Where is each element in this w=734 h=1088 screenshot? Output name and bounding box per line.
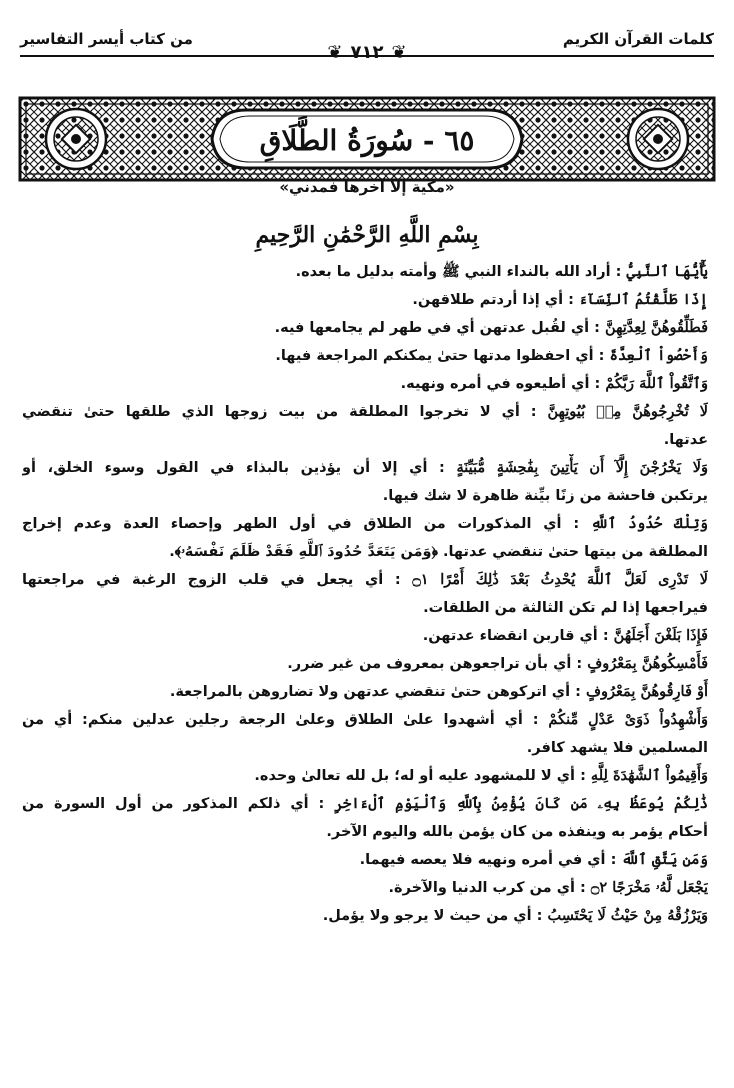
banner-medallion-right [628,109,688,169]
explanation-text: : أي يجعل في قلب الزوج الرغبة في مراجعتها [22,572,413,588]
explanation-text: : أي أشهدوا علىٰ الطلاق وعلىٰ الرجعة رجلين عدلين منكم: أي من [22,712,549,728]
surah-subtitle: «مكية إلا آخرها فمدني» [279,178,455,196]
book-title: كلمات القرآن الكريم [562,30,714,48]
explanation-text: : أراد الله بالنداء النبي ﷺ وأمته بدليل ما بعده. [295,264,627,280]
glossary-entry [22,398,708,426]
quran-phrase: وَيَرْزُقْهُ مِنْ حَيْثُ لَا يَحْتَسِبُ [547,907,708,924]
banner-medallion-left [46,109,106,169]
entry-continuation [22,482,708,510]
explanation-text: المسلمين فلا يشهد كافر. [526,740,708,756]
surah-banner [18,96,716,182]
glossary-entry [22,846,708,874]
ornament-icon: ❦ [327,42,343,63]
explanation-text: يرتكبن فاحشة من زنًا بيِّنة ظاهرة لا شك فيها. [382,488,708,504]
glossary-entry [22,510,708,538]
explanation-text: : أي في أمره ونهيه فلا يعصه فيهما. [359,852,622,868]
glossary-entry [22,790,708,818]
explanation-text: : أي ذلكم المذكور من أول السورة من [22,796,335,812]
glossary-entry [22,454,708,482]
entry-continuation [22,426,708,454]
quran-phrase: وَلَا يَخْرُجْنَ إِلَّآ أَن يَأْتِينَ بِفَٰحِشَةٍ مُّبَيِّنَةٍ [456,459,708,476]
quran-phrase: وَأَحْصُواْ ٱلْعِدَّةَ [609,347,708,364]
glossary-entry [22,762,708,790]
quran-phrase: أَوْ فَارِقُوهُنَّ بِمَعْرُوفٍ [585,683,708,700]
surah-title: ٦٥ - سُورَةُ الطَّلَاقِ [259,124,475,157]
entry-continuation [22,734,708,762]
quran-phrase: لَا تُخْرِجُوهُنَّ مِنۢ بُيُوتِهِنَّ [547,403,708,420]
explanation-text: المطلقة من بيتها حتىٰ تنقضي عدتها. ﴿وَمَن يَتَعَدَّ حُدُودَ ٱللَّهِ فَقَدْ ظَلَمَ نَفْسَهُۥ﴾. [169,544,708,560]
quran-phrase: وَمَن يَتَّقِ ٱللَّهَ [621,851,708,868]
explanation-text: فيراجعها إذا لم تكن الثالثة من الطلقات. [423,600,708,616]
quran-phrase: إِذَا طَلَّقْتُمُ ٱلنِّسَآءَ [578,291,708,308]
quran-phrase: وَأَقِيمُواْ ٱلشَّهَٰدَةَ لِلَّهِ [590,767,708,784]
glossary-entry [22,678,708,706]
explanation-text: : أي أطيعوه في أمره ونهيه. [400,376,606,392]
explanation-text: : أي المذكورات من الطلاق في أول الطهر وإحصاء العدة وعدم إخراج [22,516,591,532]
ornament-icon: ❦ [391,42,407,63]
header-rule [20,55,714,57]
page-number: ٧١٢ [350,42,384,63]
explanation-text: : أي قاربن انقضاء عدتهن. [422,628,614,644]
glossary-entry [22,314,708,342]
quran-phrase: لَا تَدْرِى لَعَلَّ ٱللَّهَ يُحْدِثُ بَعْدَ ذَٰلِكَ أَمْرًا ۝١ [412,571,708,588]
glossary-entry [22,650,708,678]
glossary-entry [22,342,708,370]
quran-phrase: ذَٰلِكُمْ يُوعَظُ بِهِۦ مَن كَانَ يُؤْمِنُ بِٱللَّهِ وَٱلْيَوْمِ ٱلْءَاخِرِ [334,795,708,812]
quran-phrase: وَٱتَّقُواْ ٱللَّهَ رَبَّكُمْ [605,375,708,392]
explanation-text: : أي لا للمشهود عليه أو له؛ بل لله تعالىٰ وحده. [254,768,591,784]
explanation-text: : أي لا تخرجوا المطلقة من بيت زوجها الذي طلقها حتىٰ تنقضي [22,404,548,420]
explanation-text: أحكام يؤمر به وينفذه من كان يؤمن بالله واليوم الآخر. [326,824,708,840]
explanation-text: : أي من حيث لا يرجو ولا يؤمل. [322,908,548,924]
glossary-entry [22,874,708,902]
quran-phrase: فَإِذَا بَلَغْنَ أَجَلَهُنَّ [613,627,708,644]
glossary-entry [22,286,708,314]
explanation-text: عدتها. [663,432,708,448]
entry-continuation [22,538,708,566]
page-number-block [327,42,406,63]
glossary-entry [22,622,708,650]
glossary-entry [22,258,708,286]
explanation-text: : أي إذا أردتم طلاقهن. [412,292,579,308]
running-header [20,30,714,62]
explanation-text: : أي اتركوهن حتىٰ تنقضي عدتهن ولا تضاروهن بالمراجعة. [169,684,586,700]
glossary-entry [22,706,708,734]
explanation-text: : أي احفظوا مدتها حتىٰ يمكنكم المراجعة فيها. [275,348,610,364]
quran-phrase: فَأَمْسِكُوهُنَّ بِمَعْرُوفٍ [587,655,708,672]
quran-phrase: وَتِلْكَ حُدُودُ ٱللَّهِ [590,515,708,532]
explanation-text: : أي إلا أن يؤذين بالبذاء في القول وسوء الخلق، أو [22,460,457,476]
entry-continuation [22,818,708,846]
quran-phrase: وَأَشْهِدُواْ ذَوَىْ عَدْلٍ مِّنكُمْ [548,711,708,728]
basmala: بِسْمِ اللَّهِ الرَّحْمَٰنِ الرَّحِيمِ [255,222,479,248]
explanation-text: : أي لقُبل عدتهن أي في طهر لم يجامعها فيه. [274,320,606,336]
explanation-text: : أي بأن تراجعوهن بمعروف من غير ضرر. [287,656,588,672]
glossary-entry [22,370,708,398]
source-title: من كتاب أيسر التفاسير [20,30,193,48]
glossary-entry [22,566,708,594]
glossary-entry [22,902,708,930]
explanation-text: : أي من كرب الدنيا والآخرة. [388,880,591,896]
entry-continuation [22,594,708,622]
quran-phrase: فَطَلِّقُوهُنَّ لِعِدَّتِهِنَّ [605,319,708,336]
quran-phrase: يَجْعَل لَّهُۥ مَخْرَجًا ۝٢ [590,879,708,896]
quran-phrase: يَٰٓأَيُّهَا ٱلنَّبِيُّ [626,263,708,280]
glossary-entries [22,258,708,930]
